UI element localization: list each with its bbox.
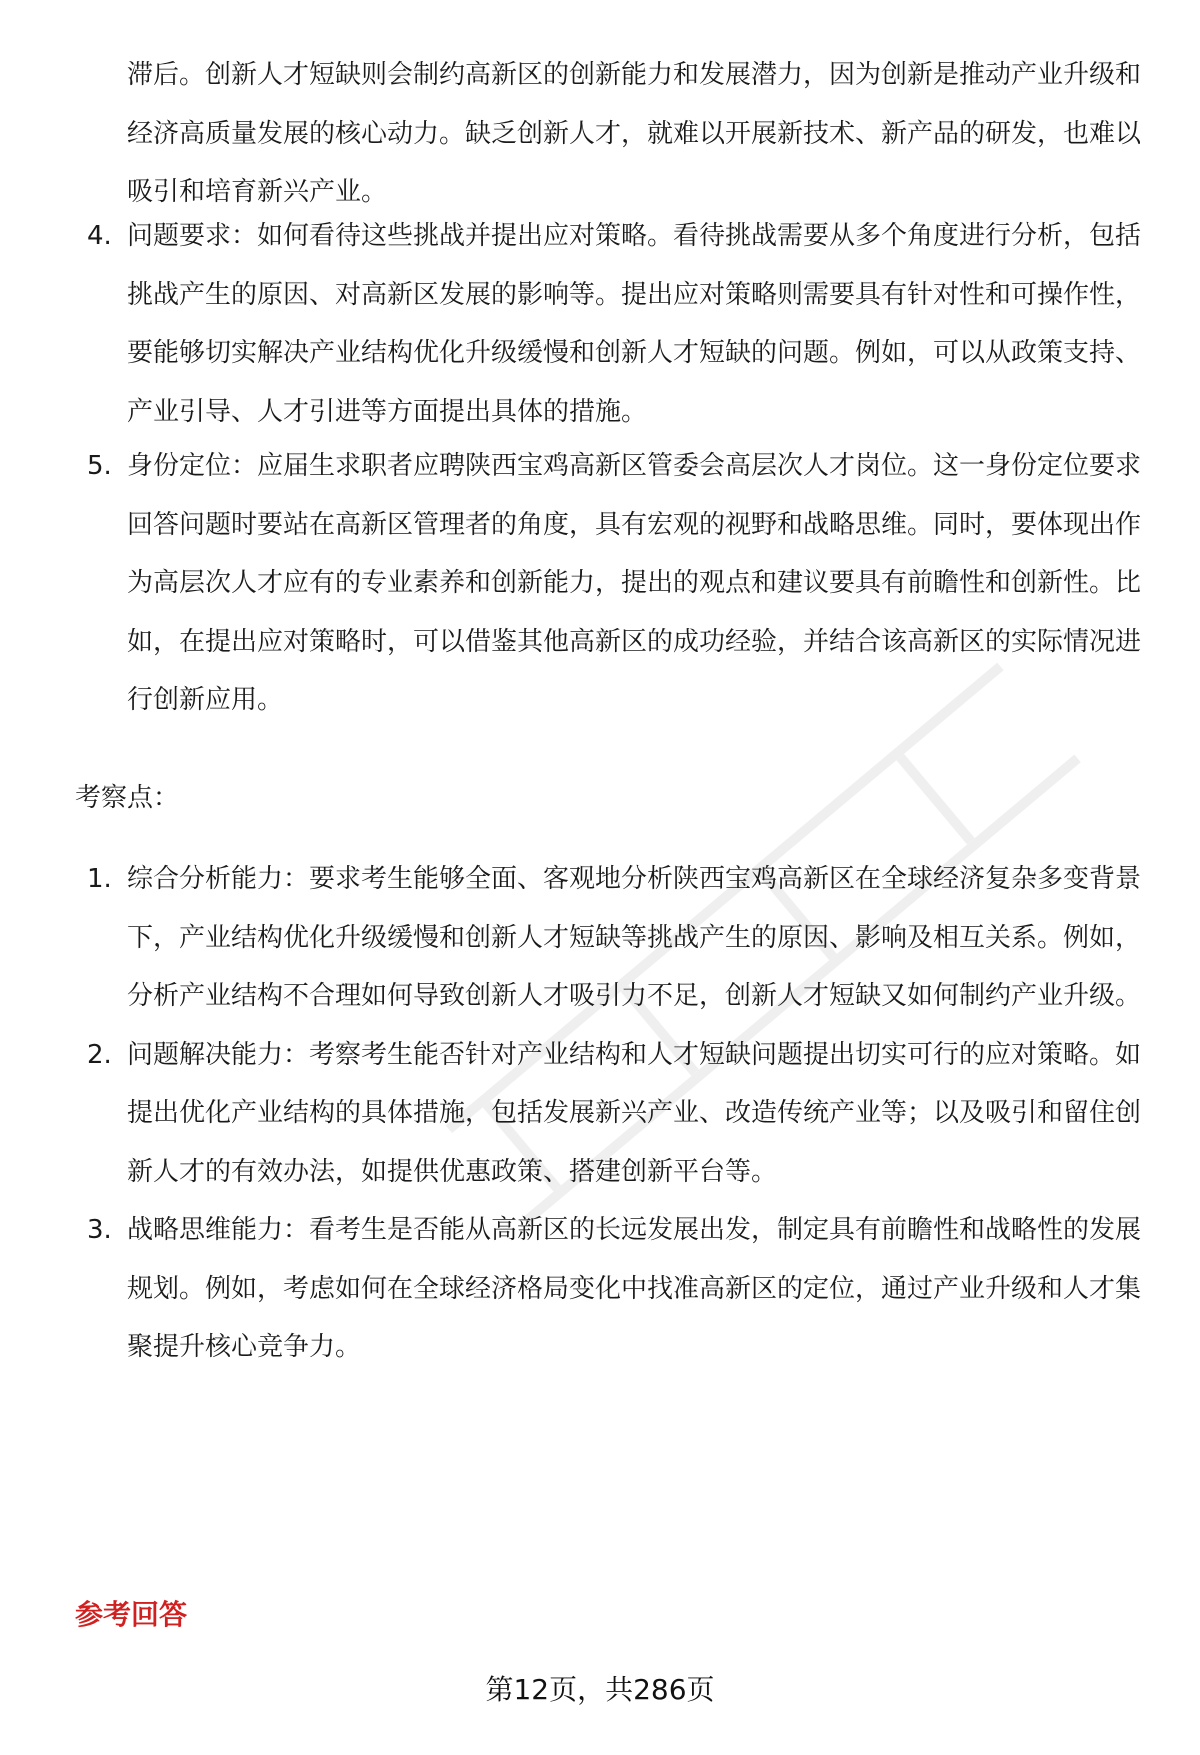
item-number: 3. [87, 1215, 112, 1245]
item-number: 5. [87, 451, 112, 481]
answer-heading: 参考回答 [75, 1598, 188, 1631]
exam-points-list [75, 850, 1150, 1377]
item-text: 身份定位：应届生求职者应聘陕西宝鸡高新区管委会高层次人才岗位。这一身份定位要求回答问题时要站在高新区管理者的角度，具有宏观的视野和战略思维。同时，要体现出作为高层次人才应有的专业素养和创新能力，提出的观点和建议要具有前瞻性和创新性。比如，在提出应对策略时，可以借鉴其他高新区的成功经验，并结合该高新区的实际情况进行创新应用。 [127, 451, 1142, 715]
item-text: 综合分析能力：要求考生能够全面、客观地分析陕西宝鸡高新区在全球经济复杂多变背景下，产业结构优化升级缓慢和创新人才短缺等挑战产生的原因、影响及相互关系。例如，分析产业结构不合理如何导致创新人才吸引力不足，创新人才短缺又如何制约产业升级。 [127, 864, 1142, 1011]
list-item [75, 207, 1150, 441]
list-item [75, 437, 1150, 730]
page-footer: 第12页，共286页 [485, 1673, 715, 1706]
item-number: 1. [87, 864, 112, 894]
answer-heading-block [75, 1586, 1150, 1644]
continuation-paragraph: 滞后。创新人才短缺则会制约高新区的创新能力和发展潜力，因为创新是推动产业升级和经济高质量发展的核心动力。缺乏创新人才，就难以开展新技术、新产品的研发，也难以吸引和培育新兴产业。 [127, 60, 1142, 207]
item-number: 4. [87, 221, 112, 251]
section-label-block [75, 769, 1150, 828]
list-item [75, 1201, 1150, 1377]
section-label: 考察点： [75, 783, 180, 813]
list-item [75, 850, 1150, 1026]
item-number: 2. [87, 1039, 112, 1070]
item-text: 问题解决能力：考察考生能否针对产业结构和人才短缺问题提出切实可行的应对策略。如提出优化产业结构的具体措施，包括发展新兴产业、改造传统产业等；以及吸引和留住创新人才的有效办法，如提供优惠政策、搭建创新平台等。 [127, 1039, 1142, 1187]
analysis-list [75, 207, 1150, 730]
list-item [75, 1026, 1150, 1202]
continuation-block [75, 46, 1150, 222]
item-text: 战略思维能力：看考生是否能从高新区的长远发展出发，制定具有前瞻性和战略性的发展规划。例如，考虑如何在全球经济格局变化中找准高新区的定位，通过产业升级和人才集聚提升核心竞争力。 [127, 1215, 1142, 1362]
item-text: 问题要求：如何看待这些挑战并提出应对策略。看待挑战需要从多个角度进行分析，包括挑战产生的原因、对高新区发展的影响等。提出应对策略则需要具有针对性和可操作性，要能够切实解决产业结构优化升级缓慢和创新人才短缺的问题。例如，可以从政策支持、产业引导、人才引进等方面提出具体的措施。 [127, 221, 1142, 427]
